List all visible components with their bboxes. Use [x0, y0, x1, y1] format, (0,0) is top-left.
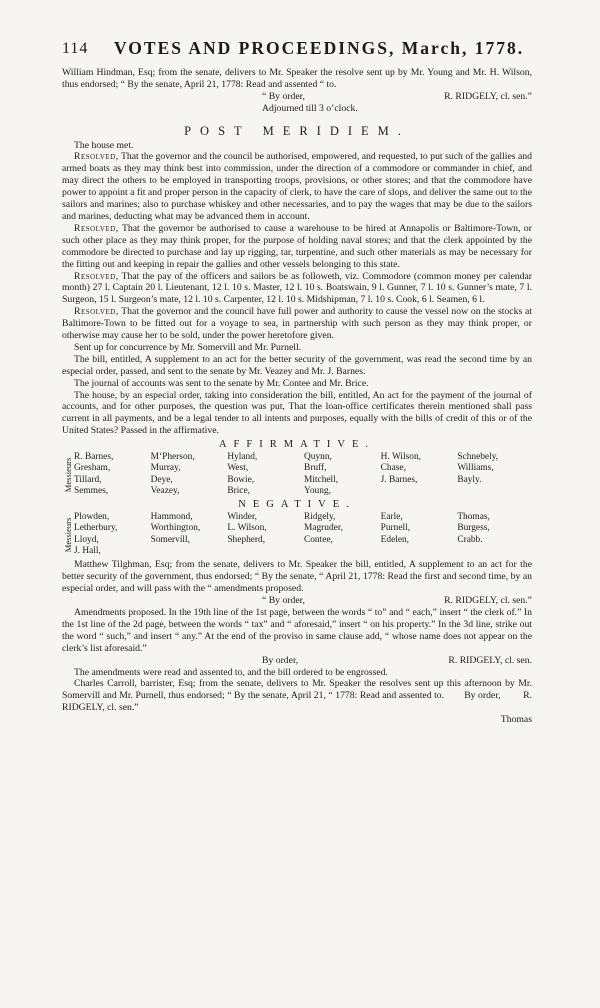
page-header [62, 38, 525, 64]
member-name: Winder, [227, 512, 258, 523]
carroll-text: Charles Carroll, barrister, Esq; from the senate, delivers to Mr. Speaker the resolves sent up this afternoon by Mr. Somervill and Mr. Purnell, thus endorsed; “ By the senate, April 21, “ 1778: Read and assented to. [62, 678, 532, 702]
vote-column [381, 452, 456, 497]
member-name: Worthington, [150, 523, 201, 534]
negative-title: NEGATIVE. [238, 499, 356, 511]
member-name: Ridgely, [303, 512, 336, 523]
member-name: J. Hall, [74, 546, 101, 557]
member-name: L. Wilson, [227, 523, 267, 534]
member-name: Burgess, [457, 523, 490, 534]
member-name: R. Barnes, [74, 452, 114, 463]
resolved-lead: Resolved, [74, 222, 119, 234]
member-name: Plowden, [74, 512, 110, 523]
member-name: M‘Pherson, [150, 452, 195, 463]
affirmative-title: AFFIRMATIVE. [218, 439, 376, 451]
member-name: Mitchell, [303, 474, 339, 485]
member-name: H. Wilson, [380, 452, 421, 463]
member-name: Schnebely, [457, 452, 499, 463]
resolution-text: That the pay of the officers and sailors be as followeth, viz. Commodore (common money per calendar month) 27 l. Captain 20 l. Lieutenant, 12 l. 10 s. Master, 12 l. 10 s. Boatswain, 9 l. Gunner, 7 l. 10 s. Gunner’s mate, 7 l. Surgeon, 15 l. Surgeon’s mate, 12 l. 10 s. Carpenter, 12 l. 10 s. Midshipman, 7 l. 10 s. Cook, 6 l. Seamen, 6 l. [62, 270, 532, 306]
member-name: Lloyd, [74, 534, 99, 545]
by-order: By order, [262, 654, 299, 666]
member-name: Veazey, [150, 485, 180, 496]
vote-column [74, 512, 149, 557]
member-name: J. Barnes, [380, 474, 418, 485]
member-name: Williams, [457, 463, 494, 474]
page-body [62, 67, 532, 726]
vote-column [457, 452, 532, 497]
member-name: West, [227, 463, 249, 474]
vote-column [151, 452, 226, 497]
signature-line [62, 595, 532, 607]
member-name: Shepherd, [227, 534, 266, 545]
member-name: Crabb. [457, 534, 483, 545]
affirmative-grid [74, 452, 532, 497]
affirmative-votes [62, 452, 532, 497]
vote-column [74, 452, 149, 497]
member-name: Bayly. [457, 474, 482, 485]
negative-grid [74, 512, 532, 557]
member-name: Tillard, [74, 474, 102, 485]
sent-up-line: Sent up for concurrence by Mr. Somervill and Mr. Purnell. [74, 341, 302, 353]
clerk-signature: R. RIDGELY, cl. sen.” [444, 90, 532, 102]
vote-column [381, 512, 456, 557]
member-name: Young, [303, 485, 331, 496]
journal-paragraph: The journal of accounts was sent to the senate by Mr. Contee and Mr. Brice. [74, 377, 369, 389]
carroll-paragraph [62, 678, 532, 714]
catchword: Thomas [500, 714, 532, 726]
member-name: Earle, [380, 512, 403, 523]
vote-column [304, 452, 379, 497]
amendments-paragraph: Amendments proposed. In the 19th line of the 1st page, between the words “ to” and “ each,” insert “ the clerk of.” In the 1st line of the 2d page, between the words “ tax” and “ aforesaid,” insert “ on his property.” In the 3d line, strike out the word “ such,” and insert “ any.” At the end of the proviso in same clause add, “ whose name does not appear on the clerk’s list aforesaid.” [62, 607, 532, 654]
messieurs-label: Messieurs [63, 517, 73, 553]
resolved-lead: Resolved, [74, 306, 119, 318]
vote-column [227, 512, 302, 557]
bill-paragraph: The bill, entitled, A supplement to an act for the better security of the government, was read the second time by an especial order, passed, and sent to the senate by Mr. Veazey and Mr. J. Barnes. [62, 353, 532, 377]
running-head: VOTES AND PROCEEDINGS, March, 1778. [114, 38, 525, 58]
adjourned-line: Adjourned till 3 o’clock. [262, 102, 358, 114]
house-order-paragraph: The house, by an especial order, taking into consideration the bill, entitled, An act for the payment of the journal of accounts, and for other purposes, the question was put, That the loan-office certificates therein mentioned shall pass current in all payments, and be a legal tender to all intents and purposes, equally with the bills of credit of this or of the United States? Passed in the affirmative. [62, 389, 532, 437]
resolution-4 [62, 306, 532, 342]
resolution-text: That the governor be authorised to cause a warehouse to be hired at Annapolis or Baltimore-Town, or such other place as they may think proper, for the purpose of holding naval stores; and that the clerk appointed by the commodore be directed to purchase and lay up rigging, tar, turpentine, and such other materials as may be necessary for the fitting out and keeping in repair the gallies and other vessels belonging to this state. [62, 222, 532, 270]
by-order: “ By order, [262, 90, 305, 102]
member-name: Contee, [303, 534, 333, 545]
member-name: Hammond, [150, 512, 193, 523]
hindman-paragraph: William Hindman, Esq; from the senate, delivers to Mr. Speaker the resolve sent up by Mr. Young and Mr. H. Wilson, thus endorsed; “ By the senate, April 21, 1778: Read and assented “ to. [62, 67, 532, 90]
house-met: The house met. [74, 139, 134, 151]
member-name: Purnell, [380, 523, 411, 534]
page-number: 114 [62, 40, 89, 57]
member-name: Somervill, [150, 534, 190, 545]
vote-column [227, 452, 302, 497]
resolution-text: That the governor and the council be authorised, empowered, and requested, to put such of the gallies and armed boats as they may think best into commission, under the direction of a commodore or commander in chief, and may direct the others to be employed in transporting troops, provisions, or other stores; and that the commodore have power to appoint a fit and proper person in the capacity of clerk, to have the care of slops, and deliver the same out to the sailors and marines; also to purchase whiskey and other necessaries, and to pay the wages that may be due to the sailors and marines, deducting what may be advanced them in account. [62, 151, 532, 222]
by-order: “ By order, [262, 595, 305, 607]
vote-column [151, 512, 226, 557]
section-title: POST MERIDIEM. [184, 123, 410, 138]
member-name: Bowie, [227, 474, 255, 485]
resolution-2 [62, 223, 532, 271]
clerk-signature: R. RIDGELY, cl. sen.” [444, 595, 532, 607]
member-name: Letherbury, [74, 523, 118, 534]
resolved-lead: Resolved, [74, 270, 119, 282]
member-name: Magruder, [303, 523, 343, 534]
clerk-signature: R. RIDGELY, cl. sen. [448, 654, 532, 666]
resolution-3 [62, 271, 532, 307]
member-name: Murray, [150, 463, 181, 474]
member-name: Brice, [227, 485, 250, 496]
engrossed-paragraph: The amendments were read and assented to, and the bill ordered to be engrossed. [74, 666, 388, 678]
member-name: Deye, [150, 474, 173, 485]
clerk-signature: R. RIDGELY, cl. sen.” [62, 690, 533, 714]
by-order: By order, [464, 690, 501, 702]
resolved-lead: Resolved, [74, 151, 119, 163]
vote-column [457, 512, 532, 557]
negative-votes [62, 512, 532, 557]
member-name: Gresham, [74, 463, 111, 474]
tilghman-paragraph: Matthew Tilghman, Esq; from the senate, delivers to Mr. Speaker the bill, entitled, A supplement to an act for the better security of the government, thus endorsed; “ By the senate, “ April 21, 1778: Read the first and second time, by an especial order, and will pass with the “ amendments proposed. [62, 559, 532, 595]
signature-line [62, 91, 532, 103]
member-name: Semmes, [74, 485, 109, 496]
messieurs-label: Messieurs [63, 457, 73, 492]
resolution-1 [62, 151, 532, 222]
resolution-text: That the governor and the council have full power and authority to cause the vessel now on the stocks at Baltimore-Town to be fitted out for a voyage to sea, in partnership with such person as they may think proper, or otherwise may cause her to be sold, under the power heretofore given. [62, 306, 532, 342]
member-name: Edelen, [380, 534, 410, 545]
member-name: Quynn, [303, 452, 332, 463]
member-name: Bruff, [303, 463, 327, 474]
vote-column [304, 512, 379, 557]
signature-line [62, 655, 532, 667]
member-name: Hyland, [227, 452, 258, 463]
member-name: Chase, [380, 463, 406, 474]
member-name: Thomas, [457, 512, 490, 523]
